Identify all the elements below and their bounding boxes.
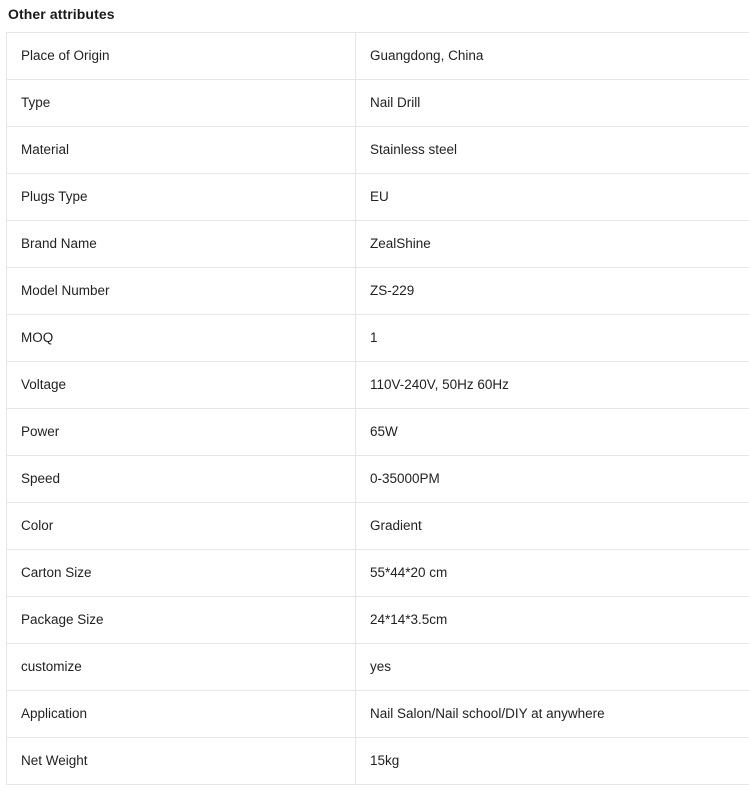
attribute-name: Voltage [7, 362, 356, 409]
table-row [7, 80, 749, 127]
table-row [7, 33, 749, 80]
attribute-name: Type [7, 80, 356, 127]
table-row [7, 409, 749, 456]
attribute-name: Package Size [7, 597, 356, 644]
attribute-value: ZealShine [356, 221, 749, 268]
attribute-name: Material [7, 127, 356, 174]
attribute-value: 15kg [356, 738, 749, 785]
page-title: Other attributes [8, 6, 115, 22]
attribute-value: Gradient [356, 503, 749, 550]
attribute-value: 110V-240V, 50Hz 60Hz [356, 362, 749, 409]
table-row [7, 644, 749, 691]
attribute-name: Brand Name [7, 221, 356, 268]
attribute-name: Model Number [7, 268, 356, 315]
attribute-name: Color [7, 503, 356, 550]
attribute-value: Nail Drill [356, 80, 749, 127]
attribute-name: Plugs Type [7, 174, 356, 221]
attribute-value: EU [356, 174, 749, 221]
table-row [7, 738, 749, 785]
attribute-name: customize [7, 644, 356, 691]
table-row [7, 127, 749, 174]
attribute-value: 0-35000PM [356, 456, 749, 503]
attribute-value: Stainless steel [356, 127, 749, 174]
attribute-name: Application [7, 691, 356, 738]
attribute-name: Speed [7, 456, 356, 503]
attributes-table-body [7, 33, 749, 785]
attribute-name: Carton Size [7, 550, 356, 597]
attribute-name: Power [7, 409, 356, 456]
attribute-value: yes [356, 644, 749, 691]
attribute-value: 1 [356, 315, 749, 362]
attribute-value: ZS-229 [356, 268, 749, 315]
attribute-name: Net Weight [7, 738, 356, 785]
table-row [7, 221, 749, 268]
table-row [7, 456, 749, 503]
table-row [7, 315, 749, 362]
table-row [7, 503, 749, 550]
attribute-value: 24*14*3.5cm [356, 597, 749, 644]
attribute-value: 55*44*20 cm [356, 550, 749, 597]
attributes-table [6, 32, 749, 785]
attribute-name: MOQ [7, 315, 356, 362]
attribute-value: Guangdong, China [356, 33, 749, 80]
table-row [7, 362, 749, 409]
table-row [7, 268, 749, 315]
table-row [7, 691, 749, 738]
table-row [7, 597, 749, 644]
attribute-value: Nail Salon/Nail school/DIY at anywhere [356, 691, 749, 738]
table-row [7, 550, 749, 597]
attribute-name: Place of Origin [7, 33, 356, 80]
table-row [7, 174, 749, 221]
attribute-value: 65W [356, 409, 749, 456]
